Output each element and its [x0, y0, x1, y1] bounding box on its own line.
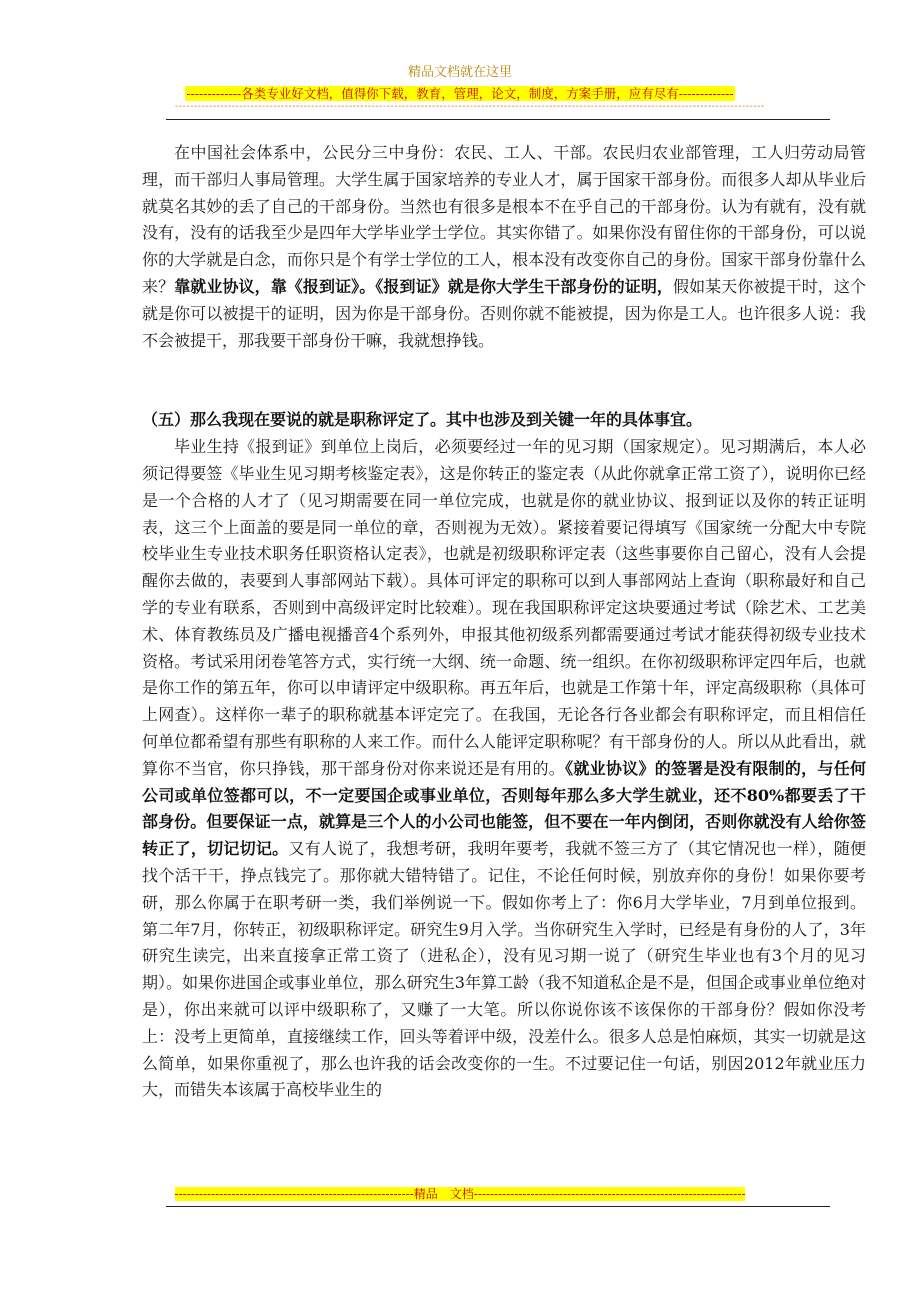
paragraph-text: 又有人说了，我想考研，我明年要考，我就不签三方了（其它情况也一样），随便找个活干干，挣点钱完了。那你就大错特错了。记住，不论任何时候，别放弃你的身份！如果你要考研，那么你属于在职考研一类，我们举例说一下。假如你考上了：你6月大学毕业，7月到单位报到。第二年7月，你转正，初级职称评定。研究生9月入学。当你研究生入学时，已经是有身份的人了，3年研究生读完，出来直接拿正常工资了（进私企），没有见习期一说了（研究生毕业也有3个月的见习期）。如果你进国企或事业单位，那么研究生3年算工龄（我不知道私企是不是，但国企或事业单位绝对是），你出来就可以评中级职称了，又赚了一大笔。所以你说你该不该保你的干部身份？假如你没考上：没考上更简单，直接继续工作，回头等着评中级，没差什么。很多人总是怕麻烦，其实一切就是这么简单，如果你重视了，那么也许我的话会改变你的一生。不过要记住一句话，别因2012年就业压力大，而错失本该属于高校毕业生的	[142, 839, 866, 1100]
bold-text: 《就业协议》的签署是没有限制的，与任何公司或单位签都可以，不一定要国企或事业单位，否则每年那么多大学生就业，还不80%都要丢了干部身份。但要保证一点，就算是三个人的小公司也能签，但不要在一年内倒闭，否则你就没有人给你签转正了，切记切记。	[142, 758, 866, 859]
document-body	[142, 140, 866, 1104]
header-title: 精品文档就在这里	[407, 65, 512, 80]
header-dash-line: ------------------------------------------------------------------------------------------------------------------------------------------------------------	[175, 101, 765, 112]
paragraph-gap	[142, 354, 866, 407]
section-heading	[142, 407, 866, 434]
header-banner-text: -------------各类专业好文档，值得你下载，教育，管理，论文，制度，方案手册，应有尽有-------------	[186, 86, 734, 101]
header-rule	[166, 119, 830, 120]
header-banner	[0, 83, 920, 102]
paragraph-text: 在中国社会体系中，公民分三中身份：农民、工人、干部。农民归农业部管理，工人归劳动局管理，而干部归人事局管理。大学生属于国家培养的专业人才，属于国家干部身份。而很多人却从毕业后就莫名其妙的丢了自己的干部身份。当然也有很多是根本不在乎自己的干部身份。认为有就有，没有就没有，没有的话我至少是四年大学毕业学士学位。其实你错了。如果你没有留住你的干部身份，可以说你的大学就是白念，而你只是个有学士学位的工人，根本没有改变你自己的身份。国家干部身份靠什么来？	[142, 143, 866, 296]
footer-rule	[166, 1206, 830, 1207]
bold-text: 靠就业协议，靠《报到证》。《报到证》就是你大学生干部身份的证明，	[174, 276, 673, 296]
paragraph-text: 假如某天你被提干时，这个就是你可以被提干的证明，因为你是干部身份。否则你就不能被提，因为你是工人。也许很多人说：我不会被提干，那我要干部身份干嘛，我就想挣钱。	[142, 276, 866, 350]
paragraph-identity	[142, 140, 866, 354]
footer-banner	[0, 1183, 920, 1202]
section-heading-text: （五）那么我现在要说的就是职称评定了。其中也涉及到关键一年的具体事宜。	[142, 410, 703, 430]
paragraph-title-evaluation	[142, 434, 866, 1104]
footer-banner-text: -----------------------------------------------------------精品 文档-------------------------------------------------------------------	[174, 1187, 746, 1201]
paragraph-text: 毕业生持《报到证》到单位上岗后，必须要经过一年的见习期（国家规定）。见习期满后，本人必须记得要签《毕业生见习期考核鉴定表》，这是你转正的鉴定表（从此你就拿正常工资了），说明你已经是一个合格的人才了（见习期需要在同一单位完成，也就是你的就业协议、报到证以及你的转正证明表，这三个上面盖的要是同一单位的章，否则视为无效）。紧接着要记得填写《国家统一分配大中专院校毕业生专业技术职务任职资格认定表》，也就是初级职称评定表（这些事要你自己留心，没有人会提醒你去做的，表要到人事部网站下载）。具体可评定的职称可以到人事部网站上查询（职称最好和自己学的专业有联系，否则到中高级评定时比较难）。现在我国职称评定这块要通过考试（除艺术、工艺美术、体育教练员及广播电视播音4个系列外，申报其他初级系列都需要通过考试才能获得初级专业技术资格。考试采用闭卷笔答方式，实行统一大纲、统一命题、统一组织。在你初级职称评定四年后，也就是你工作的第五年，你可以申请评定中级职称。再五年后，也就是工作第十年，评定高级职称（具体可上网查）。这样你一辈子的职称就基本评定完了。在我国，无论各行各业都会有职称评定，而且相信任何单位都希望有那些有职称的人来工作。而什么人能评定职称呢？有干部身份的人。所以从此看出，就算你不当官，你只挣钱，那干部身份对你来说还是有用的。	[142, 437, 866, 778]
